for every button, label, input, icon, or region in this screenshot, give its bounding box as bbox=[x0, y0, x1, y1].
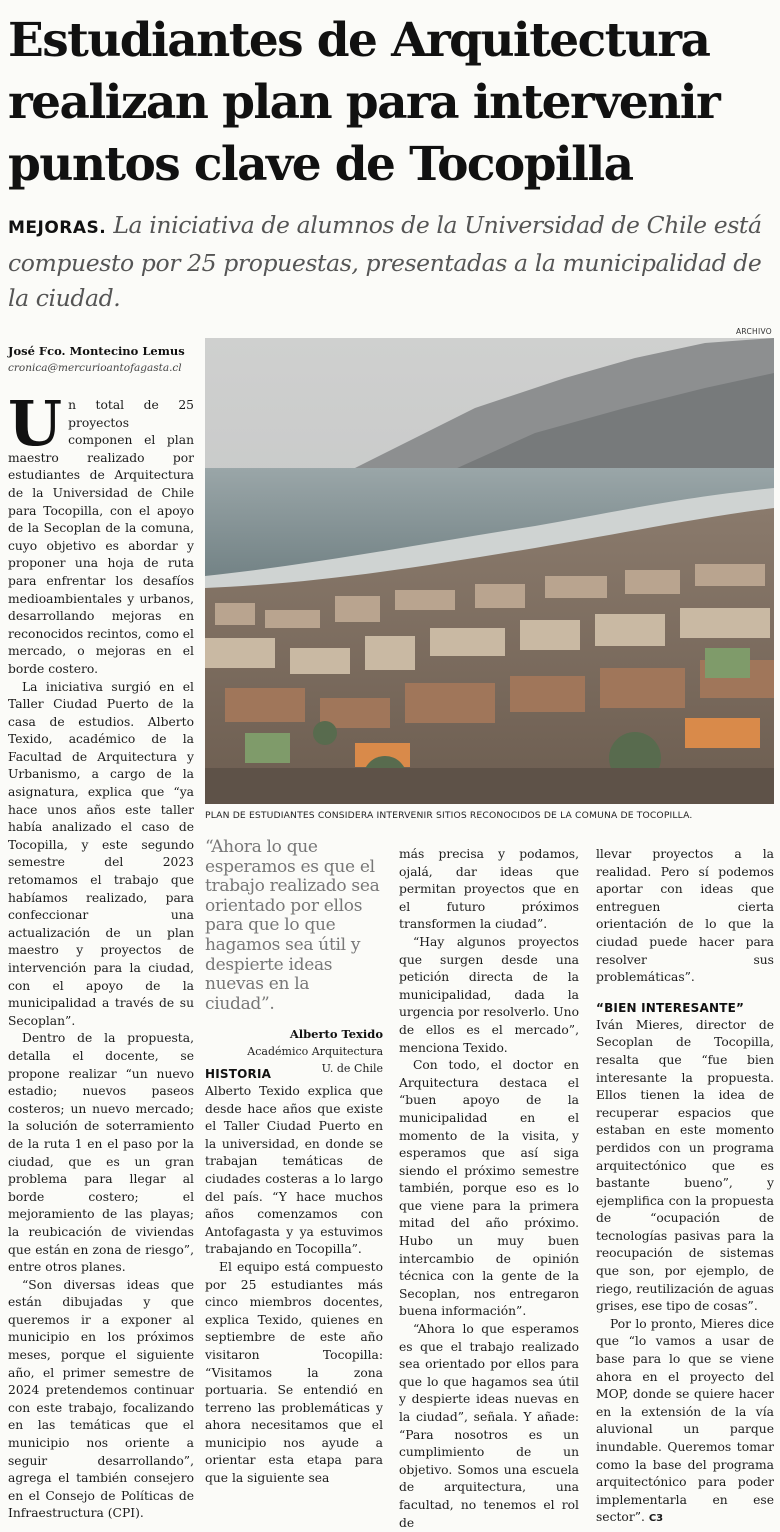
byline bbox=[8, 342, 198, 376]
author-name: José Fco. Montecino Lemus bbox=[8, 344, 185, 358]
headline-line-3: puntos clave de Tocopilla bbox=[8, 137, 633, 192]
paragraph-2: La iniciativa surgió en el Taller Ciudad Puerto de la casa de estudios. Alberto Texido, académico de la Facultad de Arquitectura y Urbanismo, a cargo de la asignatura, explica que “ya hace unos años este taller había analizado el caso de Tocopilla, y este segundo semestre del 2023 retomamos el trabajo que habíamos realizado, para confeccionar una actualización de un plan maestro y proyectos de intervención para la ciudad, con el apoyo de la municipalidad a través de su Secoplan”. bbox=[8, 679, 194, 1028]
headline-line-1: Estudiantes de Arquitectura bbox=[8, 13, 710, 68]
section-heading-historia: HISTORIA bbox=[205, 1067, 272, 1081]
article-photo bbox=[205, 338, 774, 804]
paragraph-13: Por lo pronto, Mieres dice que “lo vamos a usar de base para lo que se viene ahora en el proyecto del MOP, donde se quiere hacer en la extensión de la vía aluvional un parque inundable. Queremos tomar como la base del programa arquitectónico para poder implementarla en ese sector”. C3 bbox=[596, 1316, 774, 1525]
pull-quote-role-1: Académico Arquitectura bbox=[247, 1045, 383, 1059]
section-heading-bien-interesante: “BIEN INTERESANTE” bbox=[596, 1000, 745, 1015]
paragraph-10: “Ahora lo que esperamos es que el trabajo realizado sea orientado por ellos para que lo que hagamos sea útil y despierte ideas nuevas en la ciudad”, señala. Y añade: “Para nosotros es un cumplimiento de un objetivo. Somos una escuela de arquitectura, una facultad, no tenemos el rol de bbox=[399, 1322, 579, 1530]
pull-quote-author: Alberto Texido bbox=[289, 1027, 383, 1042]
paragraph-3: Dentro de la propuesta, detalla el docente, se propone realizar “un nuevo estadio; nuevos paseos costeros; un nuevo mercado; la solución de soterramiento de la ruta 1 en el paso por la ciudad, que es un gran problema para llegar al borde costero; el mejoramiento de las playas; la reubicación de viviendas que están en zona de riesgo”, entre otros planes. bbox=[8, 1031, 194, 1275]
drop-cap: U bbox=[8, 387, 63, 460]
column-2 bbox=[205, 1061, 383, 1488]
pull-quote-text: “Ahora lo que esperamos es que el trabajo realizado sea orientado por ellos para que lo que hagamos sea útil y despierte ideas nuevas en la ciudad”. bbox=[205, 837, 380, 1014]
paragraph-6: El equipo está compuesto por 25 estudiantes más cinco miembros docentes, explica Texido, quienes en septiembre de este año visitaron Tocopilla: “Visitamos la zona portuaria. Se entendió en terreno las problemáticas y ahora necesitamos que el municipio nos ayude a orientar esta etapa para que la siguiente sea bbox=[205, 1259, 383, 1486]
end-mark: C3 bbox=[648, 1513, 664, 1525]
pull-quote bbox=[205, 838, 383, 1077]
author-email: cronica@mercurioantofagasta.cl bbox=[8, 362, 182, 374]
headline-line-2: realizan plan para intervenir bbox=[8, 75, 720, 130]
column-3 bbox=[399, 846, 579, 1532]
paragraph-5: Alberto Texido explica que desde hace años que existe el Taller Ciudad Puerto en la universidad, en donde se trabajan temáticas de ciudades costeras a lo largo del país. “Y hace muchos años comenzamos con Antofagasta y ya estuvimos trabajando en Tocopilla”. bbox=[205, 1084, 383, 1257]
headline bbox=[8, 10, 776, 196]
subhead-kicker: MEJORAS. bbox=[8, 218, 107, 238]
tocopilla-coast-image bbox=[205, 338, 774, 804]
photo-credit: ARCHIVO bbox=[735, 327, 772, 336]
paragraph-8: “Hay algunos proyectos que surgen desde una petición directa de la municipalidad, dada la urgencia por resolverlo. Uno de ellos es el mercado”, menciona Texido. bbox=[399, 934, 579, 1055]
column-4 bbox=[596, 846, 774, 1528]
pull-quote-role-2: U. de Chile bbox=[321, 1062, 383, 1076]
paragraph-4: “Son diversas ideas que están dibujadas y que queremos ir a exponer al municipio en los próximos meses, porque el siguiente año, el primer semestre de 2024 pretendemos continuar con este trabajo, focalizando en las temáticas que el municipio nos oriente a seguir desarrollando”, agrega el también consejero en el Consejo de Políticas de Infraestructura (CPI). bbox=[8, 1277, 194, 1521]
paragraph-12: Iván Mieres, director de Secoplan de Tocopilla, resalta que “fue bien interesante la propuesta. Ellos tienen la idea de recuperar espacios que estaban en este momento perdidos con un programa arquitectónico que es bastante bueno”, y ejemplifica con la propuesta de “ocupación de tecnologías pasivas para la reocupación de sistemas que son, por ejemplo, de riego, reutilización de aguas grises, ese tipo de cosas”. bbox=[596, 1017, 774, 1314]
subhead-text: La iniciativa de alumnos de la Universidad de Chile está compuesto por 25 propuestas, presentadas a la municipalidad de la ciudad. bbox=[8, 211, 762, 312]
column-1 bbox=[8, 387, 194, 1523]
paragraph-9: Con todo, el doctor en Arquitectura destaca el “buen apoyo de la municipalidad en el momento de la visita, y esperamos que así siga siendo el próximo semestre también, porque eso es lo que viene para la primera mitad del año próximo. Hubo un muy buen intercambio de opinión técnica con la gente de la Secoplan, nos entregaron buena información”. bbox=[399, 1058, 579, 1319]
photo-caption: PLAN DE ESTUDIANTES CONSIDERA INTERVENIR SITIOS RECONOCIDOS DE LA COMUNA DE TOCOPILLA. bbox=[205, 810, 693, 821]
paragraph-1: Un total de 25 proyectos componen el plan maestro realizado por estudiantes de Arquitectura de la Universidad de Chile para Tocopilla, con el apoyo de la Secoplan de la comuna, cuyo objetivo es abordar y proponer una hoja de ruta para enfrentar los desafíos medioambientales y urbanos, desarrollando mejoras en reconocidos recintos, como el mercado, o mejoras en el borde costero. bbox=[8, 387, 194, 676]
paragraph-11: llevar proyectos a la realidad. Pero sí podemos aportar con ideas que entreguen cierta orientación de lo que la ciudad puede hacer para resolver sus problemáticas”. bbox=[596, 847, 774, 985]
subheadline bbox=[8, 208, 774, 316]
paragraph-7: más precisa y podamos, ojalá, dar ideas que permitan proyectos que en el futuro próximos transformen la ciudad”. bbox=[399, 847, 579, 932]
